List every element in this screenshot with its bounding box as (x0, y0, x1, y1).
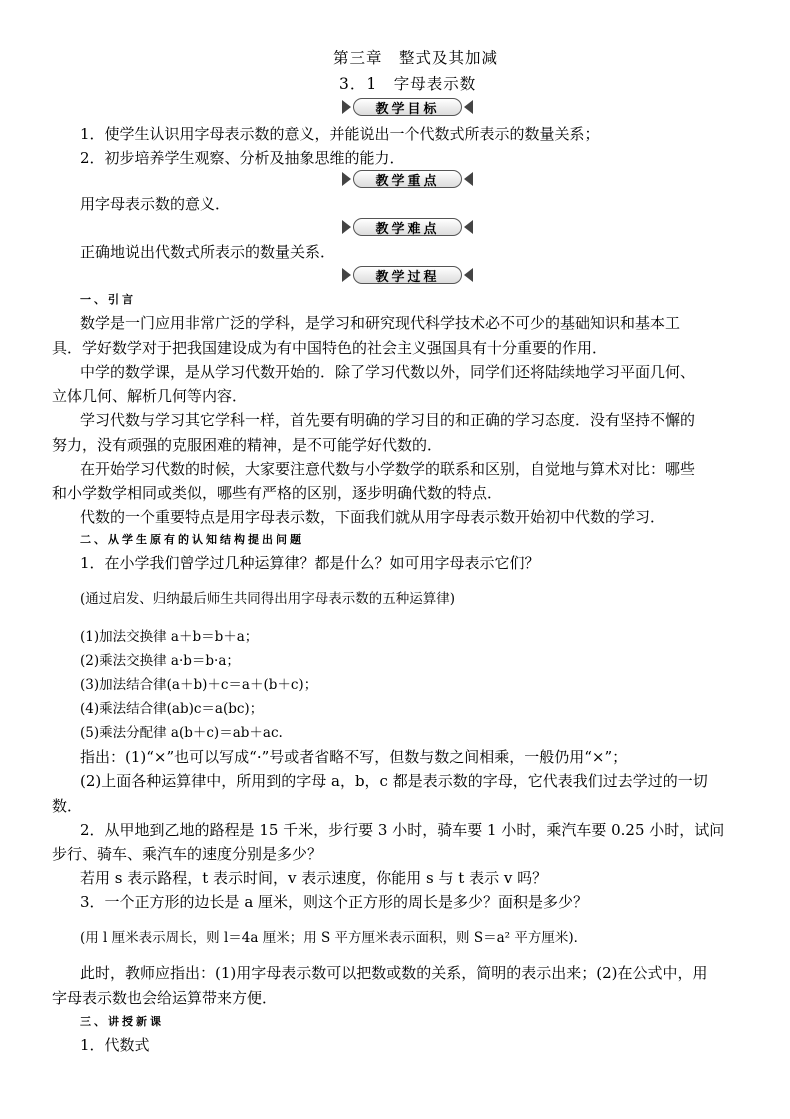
chapter-title: 第三章 整式及其加减 (333, 49, 499, 67)
note-1: (通过启发、归纳最后师生共同得出用字母表示数的五种运算律) (80, 591, 456, 607)
law-1: (1)加法交换律 a＋b＝b＋a； (80, 629, 259, 645)
intro-line-2: 具．学好数学对于把我国建设成为有中国特色的社会主义强国具有十分重要的作用． (52, 339, 608, 357)
intro-line-5: 学习代数与学习其它学科一样，首先要有明确的学习目的和正确的学习态度．没有坚持不懈的 (80, 411, 696, 429)
difficulty-text: 正确地说出代数式所表示的数量关系． (80, 243, 336, 261)
law-3: (3)加法结合律(a＋b)＋c＝a＋(b＋c)； (80, 677, 318, 693)
note-2: (用 l 厘米表示周长，则 l＝4a 厘米；用 S 平方厘米表示面积，则 S＝a² 平方厘米)． (80, 930, 588, 946)
banner-key-points (342, 169, 473, 189)
question-2-line-3: 若用 s 表示路程，t 表示时间，v 表示速度，你能用 s 与 t 表示 v 吗？ (80, 869, 548, 887)
section-2-heading: 二、从学生原有的认知结构提出问题 (80, 533, 304, 546)
arrow-left-icon (464, 172, 473, 186)
point-2-line-2: 数． (52, 797, 83, 815)
banner-difficulties-label: 教学难点 (353, 218, 462, 236)
arrow-left-icon (464, 220, 473, 234)
intro-line-1: 数学是一门应用非常广泛的学科，是学习和研究现代科学技术必不可少的基础知识和基本工 (80, 314, 681, 332)
law-5: (5)乘法分配律 a(b＋c)＝ab＋ac. (80, 725, 283, 741)
banner-key-points-label: 教学重点 (353, 170, 462, 188)
intro-line-9: 代数的一个重要特点是用字母表示数，下面我们就从用字母表示数开始初中代数的学习． (80, 508, 666, 526)
arrow-left-icon (464, 268, 473, 282)
key-point-text: 用字母表示数的意义． (80, 195, 231, 213)
banner-process (342, 265, 473, 285)
arrow-right-icon (342, 172, 351, 186)
intro-line-3: 中学的数学课，是从学习代数开始的．除了学习代数以外，同学们还将陆续地学习平面几何、 (80, 363, 696, 381)
teacher-note-line-2: 字母表示数也会给运算带来方便． (52, 989, 278, 1007)
arrow-right-icon (342, 220, 351, 234)
objective-2: 2．初步培养学生观察、分析及抽象思维的能力． (80, 149, 405, 167)
banner-objectives (342, 97, 473, 117)
intro-line-4: 立体几何、解析几何等内容． (52, 387, 248, 405)
section-title: 3．1 字母表示数 (339, 75, 477, 93)
question-2-line-1: 2．从甲地到乙地的路程是 15 千米，步行要 3 小时，骑车要 1 小时，乘汽车要 0.25 小时，试问 (80, 821, 725, 839)
intro-line-8: 和小学数学相同或类似，哪些有严格的区别，逐步明确代数的特点． (52, 484, 503, 502)
intro-line-6: 努力，没有顽强的克服困难的精神，是不可能学好代数的． (52, 436, 443, 454)
banner-difficulties (342, 217, 473, 237)
arrow-right-icon (342, 100, 351, 114)
arrow-left-icon (464, 100, 473, 114)
teacher-note-line-1: 此时，教师应指出：(1)用字母表示数可以把数或数的关系，简明的表示出来；(2)在公式中，用 (80, 964, 708, 982)
section-3-heading: 三、讲授新课 (80, 1015, 164, 1028)
banner-objectives-label: 教学目标 (353, 98, 462, 116)
intro-line-7: 在开始学习代数的时候，大家要注意代数与小学数学的联系和区别，自觉地与算术对比：哪些 (80, 460, 696, 478)
section-3-item-1: 1．代数式 (80, 1036, 150, 1054)
point-1: 指出：(1)“×”也可以写成“·”号或者省略不写，但数与数之间相乘，一般仍用“×”； (80, 748, 628, 766)
section-1-heading: 一、引言 (80, 293, 136, 306)
question-3: 3．一个正方形的边长是 a 厘米，则这个正方形的周长是多少？面积是多少？ (80, 893, 589, 911)
banner-process-label: 教学过程 (353, 266, 462, 284)
law-4: (4)乘法结合律(ab)c＝a(bc)； (80, 701, 264, 717)
question-2-line-2: 步行、骑车、乘汽车的速度分别是多少？ (52, 845, 323, 863)
law-2: (2)乘法交换律 a·b＝b·a； (80, 653, 240, 669)
point-2-line-1: (2)上面各种运算律中，所用到的字母 a，b，c 都是表示数的字母，它代表我们过去学过的一切 (80, 772, 708, 790)
question-1: 1．在小学我们曾学过几种运算律？都是什么？如可用字母表示它们？ (80, 554, 540, 572)
objective-1: 1．使学生认识用字母表示数的意义，并能说出一个代数式所表示的数量关系； (80, 125, 600, 143)
arrow-right-icon (342, 268, 351, 282)
